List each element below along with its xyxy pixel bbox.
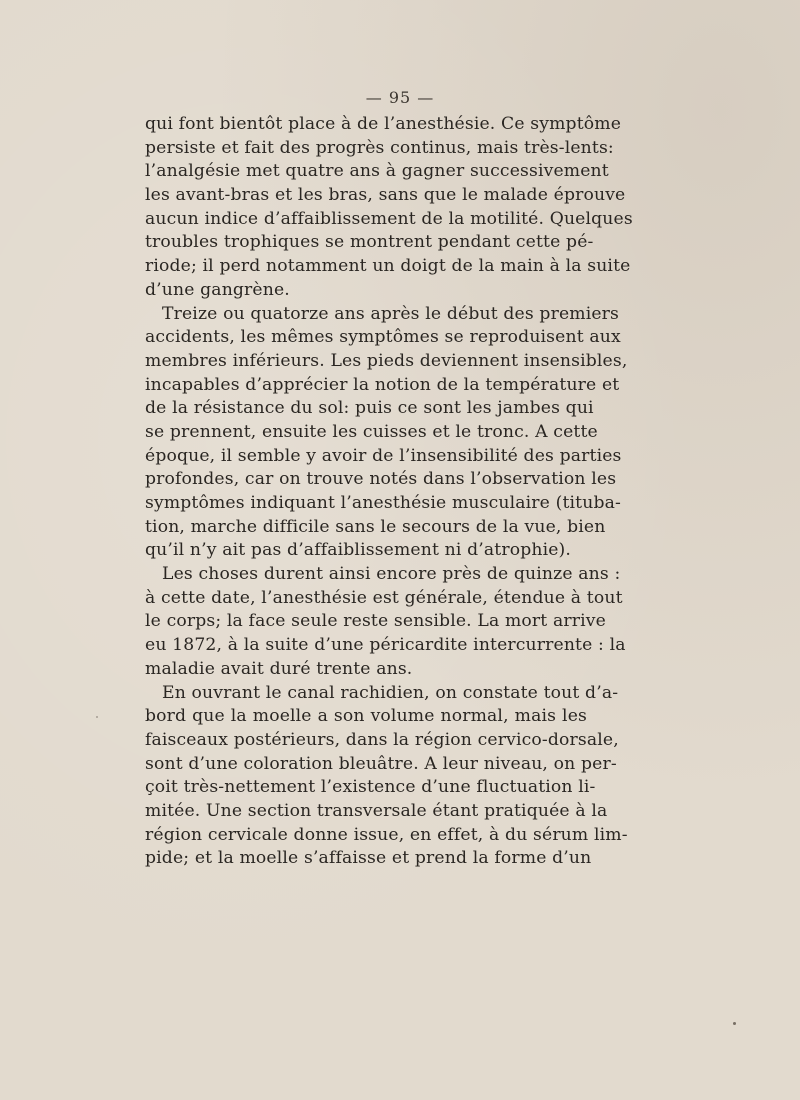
text-line: région cervicale donne issue, en effet, à du sérum lim-: [145, 824, 628, 845]
text-line: se prennent, ensuite les cuisses et le tronc. A cette: [145, 421, 598, 442]
text-line: à cette date, l’anesthésie est générale, étendue à tout: [145, 587, 623, 608]
text-line: époque, il semble y avoir de l’insensibilité des parties: [145, 445, 622, 466]
text-line: faisceaux postérieurs, dans la région cervico-dorsale,: [145, 729, 619, 750]
text-line: tion, marche difficile sans le secours de la vue, bien: [145, 516, 606, 537]
text-line: Treize ou quatorze ans après le début des premiers: [162, 303, 620, 324]
text-line: l’analgésie met quatre ans à gagner successivement: [145, 161, 609, 182]
text-line: çoit très-nettement l’existence d’une fluctuation li-: [145, 777, 596, 798]
text-line: Les choses durent ainsi encore près de quinze ans :: [162, 564, 621, 585]
text-line: riode; il perd notamment un doigt de la main à la suite: [145, 256, 631, 277]
text-line: eu 1872, à la suite d’une péricardite intercurrente : la: [145, 635, 626, 656]
text-line: En ouvrant le canal rachidien, on constate tout d’a-: [162, 682, 619, 703]
paper-speck: [96, 716, 98, 718]
text-line: sont d’une coloration bleuâtre. A leur niveau, on per-: [145, 753, 617, 774]
text-line: les avant-bras et les bras, sans que le malade éprouve: [145, 185, 626, 206]
page-number: — 95 —: [365, 88, 435, 107]
text-line: qu’il n’y ait pas d’affaiblissement ni d’atrophie).: [145, 540, 572, 561]
text-line: membres inférieurs. Les pieds deviennent insensibles,: [145, 350, 628, 371]
text-line: le corps; la face seule reste sensible. La mort arrive: [145, 611, 606, 632]
text-line: persiste et fait des progrès continus, mais très-lents:: [145, 137, 614, 158]
text-line: troubles trophiques se montrent pendant cette pé-: [145, 232, 594, 253]
text-line: maladie avait duré trente ans.: [145, 658, 413, 679]
text-line: pide; et la moelle s’affaisse et prend la forme d’un: [145, 848, 592, 869]
paper-speck: [733, 1022, 736, 1025]
text-line: incapables d’apprécier la notion de la température et: [145, 374, 620, 395]
body-text: [145, 113, 633, 871]
text-line: profondes, car on trouve notés dans l’observation les: [145, 469, 617, 490]
text-line: symptômes indiquant l’anesthésie musculaire (tituba-: [145, 493, 621, 513]
text-line: d’une gangrène.: [145, 279, 290, 300]
text-line: de la résistance du sol: puis ce sont les jambes qui: [145, 398, 594, 419]
text-line: aucun indice d’affaiblissement de la motilité. Quelques: [145, 208, 633, 229]
text-line: mitée. Une section transversale étant pratiquée à la: [145, 800, 608, 821]
text-line: qui font bientôt place à de l’anesthésie. Ce symptôme: [145, 114, 622, 134]
text-line: accidents, les mêmes symptômes se reproduisent aux: [145, 327, 621, 348]
text-line: bord que la moelle a son volume normal, mais les: [145, 706, 587, 727]
